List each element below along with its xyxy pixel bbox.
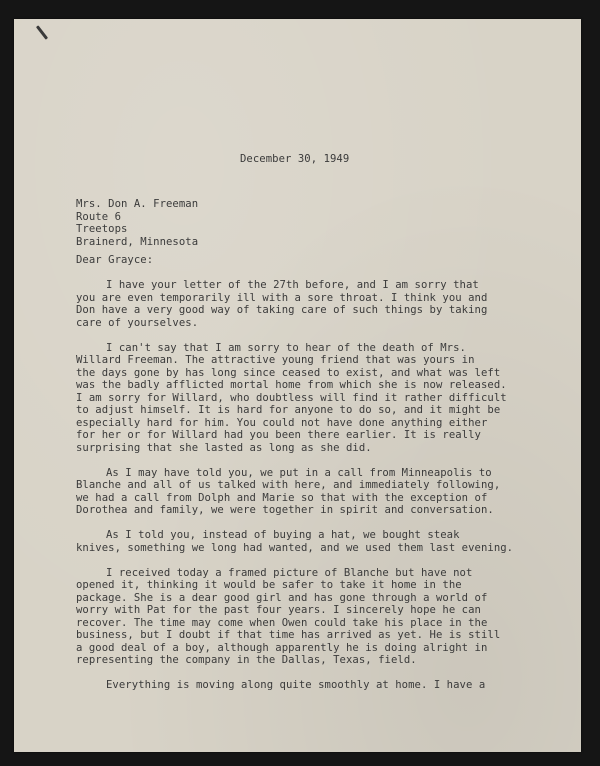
text-line: especially hard for him. You could not have done anything either: [76, 416, 488, 429]
text-line: care of yourselves.: [76, 316, 199, 329]
text-line: I can't say that I am sorry to hear of the death of Mrs.: [106, 341, 466, 354]
text-line: Blanche and all of us talked with here, and immediately following,: [76, 479, 501, 491]
address-line: Route 6: [76, 210, 121, 223]
text-line: surprising that she lasted as long as she did.: [76, 441, 372, 454]
text-line: we had a call from Dolph and Marie so that with the exception of: [76, 491, 488, 504]
paragraph-2: [76, 342, 556, 455]
text-line: I am sorry for Willard, who doubtless will find it rather difficult: [76, 391, 507, 404]
address-line: Treetops: [76, 223, 128, 235]
paragraph-1: [76, 279, 556, 329]
text-line: Dorothea and family, we were together in spirit and conversation.: [76, 504, 494, 516]
text-line: for her or for Willard had you been there earlier. It is really: [76, 429, 481, 441]
text-line: package. She is a dear good girl and has gone through a world of: [76, 591, 488, 604]
salutation: Dear Grayce:: [76, 254, 154, 266]
text-line: As I may have told you, we put in a call from Minneapolis to: [106, 466, 492, 479]
text-line: a good deal of a boy, although apparently he is doing alright in: [76, 641, 488, 654]
text-line: was the badly afflicted mortal home from which she is now released.: [76, 379, 507, 391]
text-line: opened it, thinking it would be safer to take it home in the: [76, 579, 462, 591]
text-line: business, but I doubt if that time has arrived as yet. He is still: [76, 629, 501, 641]
letter-date: December 30, 1949: [240, 153, 350, 165]
address-line: Brainerd, Minnesota: [76, 235, 199, 248]
text-line: Don have a very good way of taking care of such things by taking: [76, 304, 488, 316]
address-line: Mrs. Don A. Freeman: [76, 198, 199, 210]
text-line: worry with Pat for the past four years. I sincerely hope he can: [76, 604, 481, 616]
letter-page: [14, 19, 581, 752]
text-line: the days gone by has long since ceased to exist, and what was left: [76, 366, 501, 379]
text-line: As I told you, instead of buying a hat, we bought steak: [106, 529, 460, 541]
letter-body: [76, 279, 556, 704]
paragraph-6: [76, 679, 556, 692]
text-line: representing the company in the Dallas, Texas, field.: [76, 654, 417, 666]
paragraph-3: [76, 467, 556, 517]
letter-content: [14, 19, 581, 752]
text-line: knives, something we long had wanted, and we used them last evening.: [76, 541, 514, 554]
text-line: I have your letter of the 27th before, and I am sorry that: [106, 279, 479, 291]
text-line: Willard Freeman. The attractive young friend that was yours in: [76, 354, 475, 366]
text-line: I received today a framed picture of Blanche but have not: [106, 566, 473, 579]
text-line: recover. The time may come when Owen could take his place in the: [76, 616, 488, 629]
text-line: to adjust himself. It is hard for anyone to do so, and it might be: [76, 404, 501, 416]
paragraph-5: [76, 567, 556, 667]
text-line: Everything is moving along quite smoothly at home. I have a: [106, 679, 486, 691]
recipient-address: [76, 198, 198, 248]
paragraph-4: [76, 529, 556, 554]
text-line: you are even temporarily ill with a sore throat. I think you and: [76, 291, 488, 304]
